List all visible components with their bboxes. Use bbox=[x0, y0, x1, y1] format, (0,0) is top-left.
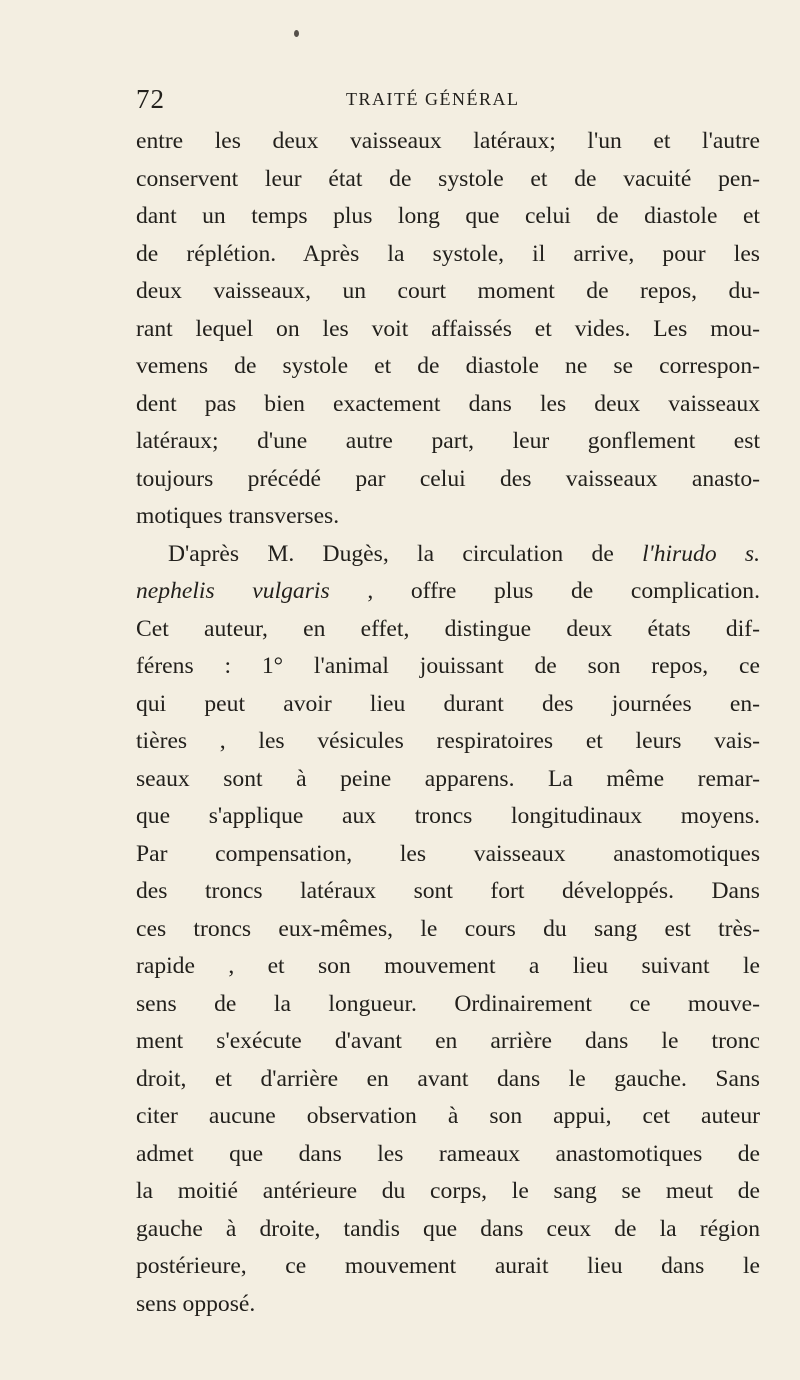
page-number: 72 bbox=[136, 84, 165, 114]
text-line: seaux sont à peine apparens. La même remar- bbox=[136, 765, 760, 792]
text-line: la moitié antérieure du corps, le sang se meut de bbox=[136, 1178, 760, 1204]
text-line: entre les deux vaisseaux latéraux; l'un et l'autre bbox=[136, 128, 760, 154]
text-line: latéraux; d'une autre part, leur gonflement est bbox=[136, 428, 760, 454]
text-line: postérieure, ce mouvement aurait lieu dans le bbox=[136, 1253, 760, 1279]
text-line: sens opposé. bbox=[136, 1290, 256, 1317]
text-line: que s'applique aux troncs longitudinaux moyens. bbox=[136, 803, 760, 829]
text-line: vemens de systole et de diastole ne se correspon- bbox=[136, 353, 760, 379]
text-line: de réplétion. Après la systole, il arrive, pour les bbox=[136, 240, 760, 267]
text-line: deux vaisseaux, un court moment de repos, du- bbox=[136, 278, 760, 304]
running-head bbox=[136, 82, 766, 116]
text-run: D'après M. Dugès, la circulation de bbox=[168, 540, 643, 567]
text-line: Cet auteur, en effet, distingue deux états dif- bbox=[136, 615, 760, 642]
species-name: l'hirudo s. bbox=[642, 540, 760, 567]
text-line bbox=[136, 536, 760, 574]
text-line: dant un temps plus long que celui de diastole et bbox=[136, 203, 760, 229]
text-line bbox=[136, 573, 760, 611]
text-line: conservent leur état de systole et de vacuité pen- bbox=[136, 165, 760, 192]
text-run: , offre plus de complication. bbox=[329, 578, 760, 604]
text-line: rant lequel on les voit affaissés et vides. Les mou- bbox=[136, 315, 760, 342]
running-title: TRAITÉ GÉNÉRAL bbox=[346, 89, 520, 109]
text-line: des troncs latéraux sont fort développés. Dans bbox=[136, 878, 760, 904]
text-line: admet que dans les rameaux anastomotiques de bbox=[136, 1140, 760, 1167]
text-line: Par compensation, les vaisseaux anastomotiques bbox=[136, 840, 760, 867]
text-line: ment s'exécute d'avant en arrière dans le tronc bbox=[136, 1028, 760, 1054]
body-text bbox=[136, 123, 760, 1323]
text-line: motiques transverses. bbox=[136, 503, 340, 529]
text-line: droit, et d'arrière en avant dans le gauche. Sans bbox=[136, 1065, 760, 1092]
text-line: tières , les vésicules respiratoires et leurs vais- bbox=[136, 728, 760, 754]
species-name: nephelis vulgaris bbox=[136, 578, 330, 604]
text-line: férens : 1° l'animal jouissant de son repos, ce bbox=[136, 653, 760, 679]
text-line: ces troncs eux-mêmes, le cours du sang est très- bbox=[136, 915, 760, 942]
text-line: toujours précédé par celui des vaisseaux anasto- bbox=[136, 465, 760, 492]
ink-speck bbox=[294, 30, 299, 37]
text-line: rapide , et son mouvement a lieu suivant le bbox=[136, 953, 760, 979]
text-line: dent pas bien exactement dans les deux vaisseaux bbox=[136, 390, 760, 417]
text-line: qui peut avoir lieu durant des journées en- bbox=[136, 690, 760, 717]
text-line: sens de la longueur. Ordinairement ce mouve- bbox=[136, 990, 760, 1017]
text-line: citer aucune observation à son appui, cet auteur bbox=[136, 1103, 760, 1129]
text-line: gauche à droite, tandis que dans ceux de la région bbox=[136, 1215, 760, 1242]
